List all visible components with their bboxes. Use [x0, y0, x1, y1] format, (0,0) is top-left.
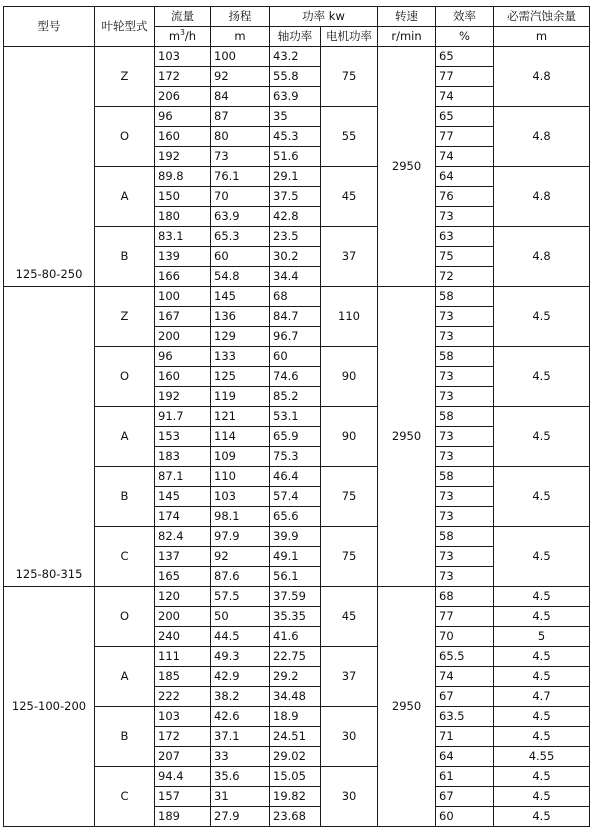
efficiency-cell: 73	[436, 507, 494, 527]
shaft-power-cell: 39.9	[270, 527, 321, 547]
efficiency-cell: 63.5	[436, 707, 494, 727]
head-cell: 145	[211, 287, 270, 307]
shaft-power-cell: 29.02	[270, 747, 321, 767]
header-flow: 流量	[155, 7, 211, 27]
motor-power-cell: 75	[321, 467, 378, 527]
flow-cell: 172	[155, 67, 211, 87]
efficiency-cell: 68	[436, 587, 494, 607]
motor-power-cell: 90	[321, 347, 378, 407]
unit-flow-suffix: /h	[184, 29, 197, 43]
flow-cell: 200	[155, 607, 211, 627]
impeller-type-cell: O	[95, 107, 155, 167]
efficiency-cell: 64	[436, 747, 494, 767]
shaft-power-cell: 68	[270, 287, 321, 307]
efficiency-cell: 73	[436, 307, 494, 327]
shaft-power-cell: 57.4	[270, 487, 321, 507]
efficiency-cell: 65	[436, 107, 494, 127]
efficiency-cell: 63	[436, 227, 494, 247]
npsh-cell: 4.5	[494, 667, 590, 687]
head-cell: 92	[211, 547, 270, 567]
flow-cell: 157	[155, 787, 211, 807]
flow-cell: 96	[155, 347, 211, 367]
flow-cell: 207	[155, 747, 211, 767]
unit-motor-power: 电机功率	[321, 27, 378, 47]
shaft-power-cell: 23.68	[270, 807, 321, 827]
flow-cell: 240	[155, 627, 211, 647]
table-row	[4, 287, 590, 307]
shaft-power-cell: 30.2	[270, 247, 321, 267]
head-cell: 125	[211, 367, 270, 387]
shaft-power-cell: 37.5	[270, 187, 321, 207]
flow-cell: 137	[155, 547, 211, 567]
unit-npsh: m	[494, 27, 590, 47]
npsh-cell: 4.5	[494, 647, 590, 667]
efficiency-cell: 77	[436, 127, 494, 147]
head-cell: 60	[211, 247, 270, 267]
flow-cell: 185	[155, 667, 211, 687]
shaft-power-cell: 46.4	[270, 467, 321, 487]
head-cell: 70	[211, 187, 270, 207]
head-cell: 33	[211, 747, 270, 767]
impeller-type-cell: O	[95, 587, 155, 647]
efficiency-cell: 73	[436, 387, 494, 407]
shaft-power-cell: 84.7	[270, 307, 321, 327]
flow-cell: 153	[155, 427, 211, 447]
head-cell: 119	[211, 387, 270, 407]
speed-cell: 2950	[378, 47, 436, 287]
header-efficiency: 效率	[436, 7, 494, 27]
model-name-cell: 125-100-200	[4, 587, 95, 827]
flow-cell: 166	[155, 267, 211, 287]
flow-cell: 111	[155, 647, 211, 667]
unit-flow	[155, 27, 211, 47]
head-cell: 38.2	[211, 687, 270, 707]
head-cell: 100	[211, 47, 270, 67]
head-cell: 87.6	[211, 567, 270, 587]
table-body	[4, 47, 590, 827]
motor-power-cell: 45	[321, 587, 378, 647]
efficiency-cell: 60	[436, 807, 494, 827]
npsh-cell: 4.7	[494, 687, 590, 707]
shaft-power-cell: 43.2	[270, 47, 321, 67]
efficiency-cell: 73	[436, 447, 494, 467]
motor-power-cell: 37	[321, 227, 378, 287]
unit-head: m	[211, 27, 270, 47]
head-cell: 109	[211, 447, 270, 467]
shaft-power-cell: 63.9	[270, 87, 321, 107]
speed-cell: 2950	[378, 587, 436, 827]
table-row	[4, 47, 590, 67]
model-name-cell: 125-80-315	[4, 287, 95, 587]
shaft-power-cell: 35.35	[270, 607, 321, 627]
header-row-labels	[4, 7, 590, 27]
shaft-power-cell: 34.48	[270, 687, 321, 707]
efficiency-cell: 67	[436, 687, 494, 707]
efficiency-cell: 77	[436, 67, 494, 87]
shaft-power-cell: 55.8	[270, 67, 321, 87]
efficiency-cell: 58	[436, 467, 494, 487]
npsh-cell: 4.5	[494, 767, 590, 787]
efficiency-cell: 64	[436, 167, 494, 187]
npsh-cell: 4.5	[494, 787, 590, 807]
head-cell: 114	[211, 427, 270, 447]
efficiency-cell: 72	[436, 267, 494, 287]
flow-cell: 183	[155, 447, 211, 467]
head-cell: 49.3	[211, 647, 270, 667]
npsh-cell: 4.5	[494, 347, 590, 407]
flow-cell: 180	[155, 207, 211, 227]
head-cell: 37.1	[211, 727, 270, 747]
flow-cell: 206	[155, 87, 211, 107]
head-cell: 42.6	[211, 707, 270, 727]
shaft-power-cell: 34.4	[270, 267, 321, 287]
head-cell: 27.9	[211, 807, 270, 827]
npsh-cell: 4.8	[494, 47, 590, 107]
head-cell: 73	[211, 147, 270, 167]
head-cell: 133	[211, 347, 270, 367]
flow-cell: 120	[155, 587, 211, 607]
model-name-cell: 125-80-250	[4, 47, 95, 287]
header-speed: 转速	[378, 7, 436, 27]
impeller-type-cell: Z	[95, 287, 155, 347]
motor-power-cell: 37	[321, 647, 378, 707]
head-cell: 103	[211, 487, 270, 507]
flow-cell: 200	[155, 327, 211, 347]
efficiency-cell: 58	[436, 527, 494, 547]
speed-cell: 2950	[378, 287, 436, 587]
shaft-power-cell: 49.1	[270, 547, 321, 567]
shaft-power-cell: 74.6	[270, 367, 321, 387]
flow-cell: 103	[155, 47, 211, 67]
npsh-cell: 4.8	[494, 227, 590, 287]
efficiency-cell: 73	[436, 207, 494, 227]
head-cell: 80	[211, 127, 270, 147]
motor-power-cell: 75	[321, 47, 378, 107]
flow-cell: 160	[155, 367, 211, 387]
flow-cell: 174	[155, 507, 211, 527]
shaft-power-cell: 53.1	[270, 407, 321, 427]
efficiency-cell: 73	[436, 487, 494, 507]
flow-cell: 165	[155, 567, 211, 587]
flow-cell: 145	[155, 487, 211, 507]
shaft-power-cell: 18.9	[270, 707, 321, 727]
shaft-power-cell: 96.7	[270, 327, 321, 347]
npsh-cell: 4.5	[494, 727, 590, 747]
shaft-power-cell: 60	[270, 347, 321, 367]
head-cell: 87	[211, 107, 270, 127]
unit-shaft-power: 轴功率	[270, 27, 321, 47]
efficiency-cell: 58	[436, 287, 494, 307]
impeller-type-cell: C	[95, 527, 155, 587]
flow-cell: 103	[155, 707, 211, 727]
head-cell: 57.5	[211, 587, 270, 607]
npsh-cell: 5	[494, 627, 590, 647]
head-cell: 110	[211, 467, 270, 487]
impeller-type-cell: A	[95, 167, 155, 227]
npsh-cell: 4.5	[494, 527, 590, 587]
head-cell: 63.9	[211, 207, 270, 227]
efficiency-cell: 65.5	[436, 647, 494, 667]
motor-power-cell: 75	[321, 527, 378, 587]
head-cell: 98.1	[211, 507, 270, 527]
npsh-cell: 4.55	[494, 747, 590, 767]
head-cell: 129	[211, 327, 270, 347]
shaft-power-cell: 19.82	[270, 787, 321, 807]
shaft-power-cell: 56.1	[270, 567, 321, 587]
npsh-cell: 4.8	[494, 107, 590, 167]
table-row	[4, 587, 590, 607]
head-cell: 76.1	[211, 167, 270, 187]
head-cell: 50	[211, 607, 270, 627]
flow-cell: 222	[155, 687, 211, 707]
header-head: 扬程	[211, 7, 270, 27]
flow-cell: 91.7	[155, 407, 211, 427]
flow-cell: 192	[155, 387, 211, 407]
flow-cell: 96	[155, 107, 211, 127]
impeller-type-cell: O	[95, 347, 155, 407]
efficiency-cell: 58	[436, 407, 494, 427]
shaft-power-cell: 37.59	[270, 587, 321, 607]
flow-cell: 100	[155, 287, 211, 307]
efficiency-cell: 65	[436, 47, 494, 67]
table-header	[4, 7, 590, 47]
header-npsh: 必需汽蚀余量	[494, 7, 590, 27]
shaft-power-cell: 35	[270, 107, 321, 127]
shaft-power-cell: 29.2	[270, 667, 321, 687]
flow-cell: 94.4	[155, 767, 211, 787]
shaft-power-cell: 65.6	[270, 507, 321, 527]
shaft-power-cell: 65.9	[270, 427, 321, 447]
efficiency-cell: 74	[436, 87, 494, 107]
npsh-cell: 4.5	[494, 707, 590, 727]
head-cell: 136	[211, 307, 270, 327]
shaft-power-cell: 75.3	[270, 447, 321, 467]
npsh-cell: 4.5	[494, 407, 590, 467]
head-cell: 84	[211, 87, 270, 107]
impeller-type-cell: A	[95, 647, 155, 707]
efficiency-cell: 73	[436, 567, 494, 587]
shaft-power-cell: 24.51	[270, 727, 321, 747]
flow-cell: 82.4	[155, 527, 211, 547]
efficiency-cell: 73	[436, 367, 494, 387]
shaft-power-cell: 85.2	[270, 387, 321, 407]
shaft-power-cell: 22.75	[270, 647, 321, 667]
flow-cell: 89.8	[155, 167, 211, 187]
efficiency-cell: 71	[436, 727, 494, 747]
shaft-power-cell: 15.05	[270, 767, 321, 787]
npsh-cell: 4.5	[494, 807, 590, 827]
impeller-type-cell: A	[95, 407, 155, 467]
efficiency-cell: 73	[436, 547, 494, 567]
flow-cell: 150	[155, 187, 211, 207]
npsh-cell: 4.5	[494, 587, 590, 607]
flow-cell: 167	[155, 307, 211, 327]
flow-cell: 83.1	[155, 227, 211, 247]
impeller-type-cell: B	[95, 227, 155, 287]
flow-cell: 139	[155, 247, 211, 267]
flow-cell: 192	[155, 147, 211, 167]
efficiency-cell: 61	[436, 767, 494, 787]
npsh-cell: 4.5	[494, 607, 590, 627]
head-cell: 65.3	[211, 227, 270, 247]
head-cell: 35.6	[211, 767, 270, 787]
shaft-power-cell: 29.1	[270, 167, 321, 187]
efficiency-cell: 73	[436, 327, 494, 347]
head-cell: 42.9	[211, 667, 270, 687]
efficiency-cell: 73	[436, 427, 494, 447]
impeller-type-cell: B	[95, 707, 155, 767]
shaft-power-cell: 42.8	[270, 207, 321, 227]
head-cell: 121	[211, 407, 270, 427]
flow-cell: 160	[155, 127, 211, 147]
npsh-cell: 4.5	[494, 287, 590, 347]
shaft-power-cell: 41.6	[270, 627, 321, 647]
motor-power-cell: 55	[321, 107, 378, 167]
head-cell: 54.8	[211, 267, 270, 287]
efficiency-cell: 75	[436, 247, 494, 267]
impeller-type-cell: Z	[95, 47, 155, 107]
unit-efficiency: %	[436, 27, 494, 47]
motor-power-cell: 30	[321, 767, 378, 827]
shaft-power-cell: 23.5	[270, 227, 321, 247]
efficiency-cell: 74	[436, 667, 494, 687]
head-cell: 92	[211, 67, 270, 87]
motor-power-cell: 90	[321, 407, 378, 467]
unit-speed: r/min	[378, 27, 436, 47]
efficiency-cell: 77	[436, 607, 494, 627]
header-impeller-type: 叶轮型式	[95, 7, 155, 47]
impeller-type-cell: C	[95, 767, 155, 827]
motor-power-cell: 30	[321, 707, 378, 767]
motor-power-cell: 45	[321, 167, 378, 227]
efficiency-cell: 74	[436, 147, 494, 167]
head-cell: 44.5	[211, 627, 270, 647]
motor-power-cell: 110	[321, 287, 378, 347]
efficiency-cell: 58	[436, 347, 494, 367]
shaft-power-cell: 45.3	[270, 127, 321, 147]
efficiency-cell: 67	[436, 787, 494, 807]
impeller-type-cell: B	[95, 467, 155, 527]
efficiency-cell: 70	[436, 627, 494, 647]
head-cell: 31	[211, 787, 270, 807]
efficiency-cell: 76	[436, 187, 494, 207]
flow-cell: 172	[155, 727, 211, 747]
unit-flow-prefix: m	[168, 29, 181, 43]
flow-cell: 87.1	[155, 467, 211, 487]
npsh-cell: 4.5	[494, 467, 590, 527]
pump-performance-table	[3, 6, 590, 827]
npsh-cell: 4.8	[494, 167, 590, 227]
header-model: 型号	[4, 7, 95, 47]
header-power: 功率 kw	[270, 7, 378, 27]
shaft-power-cell: 51.6	[270, 147, 321, 167]
unit-flow-sup: 3	[180, 28, 185, 38]
flow-cell: 189	[155, 807, 211, 827]
head-cell: 97.9	[211, 527, 270, 547]
